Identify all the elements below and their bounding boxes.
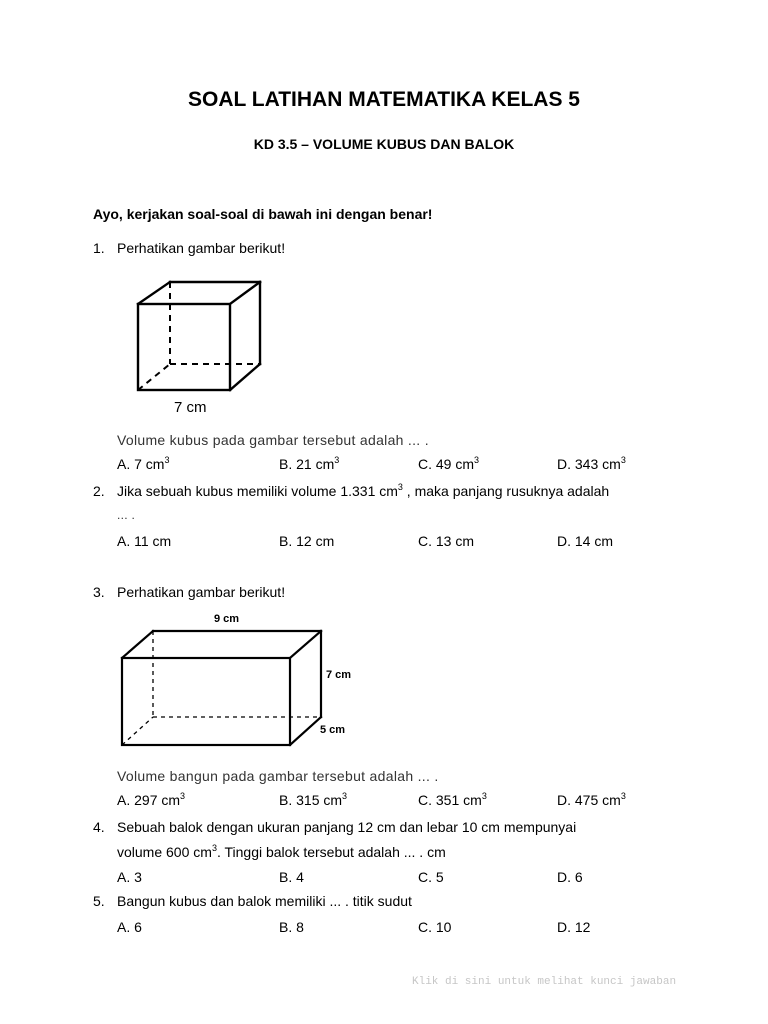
question-text-4: Sebuah balok dengan ukuran panjang 12 cm dan lebar 10 cm mempunyai: [117, 819, 577, 835]
q2-option-b: B. 12 cm: [279, 533, 335, 549]
q1-option-a: A. 7 $cm^3$: [117, 455, 170, 472]
cuboid-length-label: 9 cm: [214, 613, 240, 625]
q1-option-c: C. 49 $cm^3$: [418, 455, 480, 472]
answer-key-link[interactable]: Klik di sini untuk melihat kunci jawaban: [412, 976, 677, 988]
question-number-2: 2.: [93, 483, 105, 499]
question-number-4: 4.: [93, 819, 105, 835]
q5-option-a: A. 6: [117, 919, 142, 935]
question-text-1: Perhatikan gambar berikut!: [117, 240, 286, 256]
cube-edge-label: 7 cm: [174, 399, 207, 416]
question-number-1: 1.: [93, 240, 105, 256]
question-text-5: Bangun kubus dan balok memiliki ... . titik sudut: [117, 893, 412, 909]
q3-option-b: B. 315 $cm^3$: [279, 791, 348, 808]
question-number-5: 5.: [93, 893, 105, 909]
q2-option-d: D. 14 cm: [557, 533, 614, 549]
q5-option-c: C. 10: [418, 919, 452, 935]
q3-option-d: D. 475 $cm^3$: [557, 791, 626, 808]
question-text-2-continued: ... .: [117, 508, 136, 522]
q4-option-c: C. 5: [418, 869, 444, 885]
page-title: SOAL LATIHAN MATEMATIKA KELAS 5: [188, 88, 580, 111]
q5-option-b: B. 8: [279, 919, 304, 935]
q4-option-d: D. 6: [557, 869, 583, 885]
q1-option-b: B. 21 $cm^3$: [279, 455, 340, 472]
q2-option-a: A. 11 cm: [117, 533, 172, 549]
q5-option-d: D. 12: [557, 919, 591, 935]
q3-option-c: C. 351 $cm^3$: [418, 791, 487, 808]
q1-option-d: D. 343 $cm^3$: [557, 455, 626, 472]
cuboid-width-label: 5 cm: [320, 724, 346, 736]
question-text-2: Jika sebuah kubus memiliki volume 1.331 $cm^3$ , maka panjang rusuknya adalah: [117, 482, 610, 499]
question-prompt-3: Volume bangun pada gambar tersebut adalah ... .: [117, 768, 439, 784]
q4-option-b: B. 4: [279, 869, 304, 885]
q2-option-c: C. 13 cm: [418, 533, 475, 549]
cuboid-figure: [115, 625, 325, 755]
q3-option-a: A. 297 $cm^3$: [117, 791, 186, 808]
q4-option-a: A. 3: [117, 869, 142, 885]
question-text-4-continued: volume 600 $cm^3$. Tinggi balok tersebut adalah ... . cm: [117, 843, 446, 860]
page-subtitle: KD 3.5 – VOLUME KUBUS DAN BALOK: [253, 136, 515, 152]
question-number-3: 3.: [93, 584, 105, 600]
question-prompt-1: Volume kubus pada gambar tersebut adalah ... .: [117, 432, 429, 448]
question-text-3: Perhatikan gambar berikut!: [117, 584, 286, 600]
cuboid-height-label: 7 cm: [326, 669, 352, 681]
instruction-text: Ayo, kerjakan soal-soal di bawah ini dengan benar!: [93, 206, 433, 222]
